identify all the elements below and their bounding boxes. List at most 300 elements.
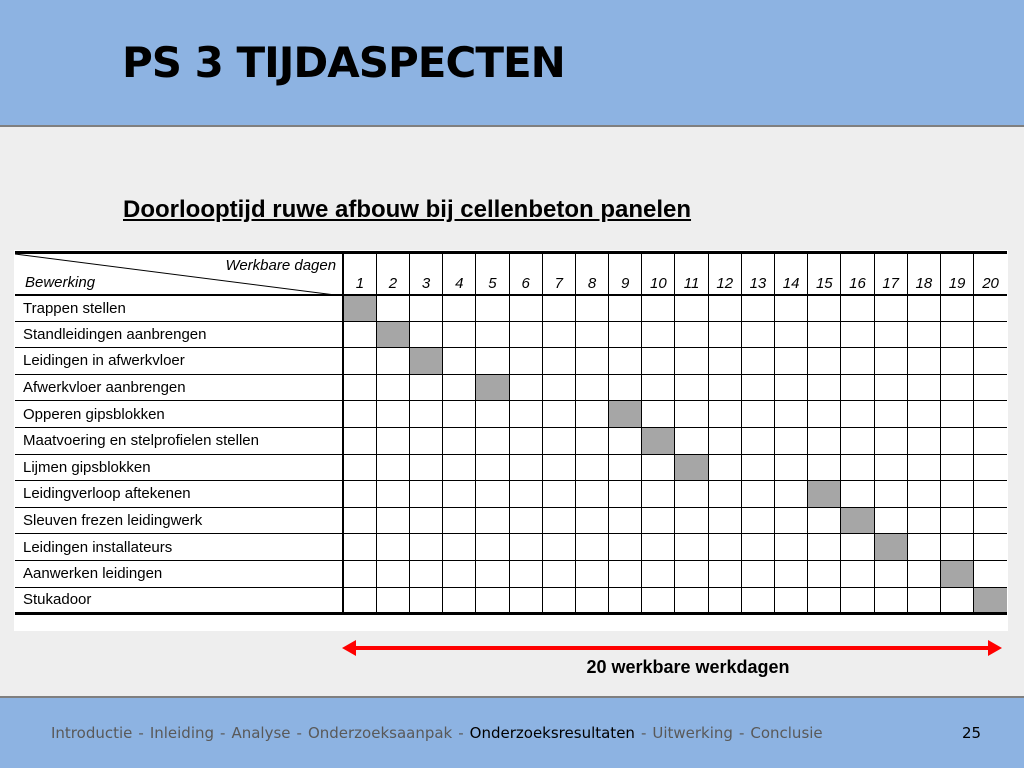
gantt-cell [675,560,708,587]
span-arrow [340,637,1006,659]
gantt-cell [575,401,608,428]
gantt-cell [443,587,476,614]
gantt-cell [808,348,841,375]
gantt-cell [575,587,608,614]
nav-item-uitwerking[interactable]: Uitwerking [652,724,733,742]
nav-separator: - [220,724,226,742]
gantt-bar [675,454,708,481]
task-name: Leidingverloop aftekenen [15,481,343,508]
gantt-cell [940,374,973,401]
gantt-cell [708,560,741,587]
gantt-cell [675,507,708,534]
task-name: Stukadoor [15,587,343,614]
nav-item-inleiding[interactable]: Inleiding [149,724,215,742]
task-name: Maatvoering en stelprofielen stellen [15,427,343,454]
gantt-cell [874,560,907,587]
gantt-cell [409,507,442,534]
gantt-cell [542,427,575,454]
gantt-cell [443,560,476,587]
gantt-cell [841,587,874,614]
gantt-cell [642,348,675,375]
gantt-cell [775,295,808,322]
gantt-cell [708,507,741,534]
gantt-cell [575,560,608,587]
gantt-cell [609,427,642,454]
gantt-cell [443,348,476,375]
gantt-cell [476,481,509,508]
gantt-bar [609,401,642,428]
gantt-cell [443,507,476,534]
task-row [15,560,1007,587]
gantt-cell [708,401,741,428]
gantt-cell [775,481,808,508]
gantt-cell [907,560,940,587]
gantt-cell [343,454,376,481]
footer-bar [0,696,1024,768]
gantt-cell [509,560,542,587]
task-row [15,401,1007,428]
task-name: Opperen gipsblokken [15,401,343,428]
gantt-cell [642,587,675,614]
gantt-cell [675,295,708,322]
gantt-cell [708,295,741,322]
day-header: 1 [343,253,376,295]
day-header: 8 [575,253,608,295]
nav-item-analyse[interactable]: Analyse [231,724,291,742]
gantt-cell [542,481,575,508]
task-row [15,481,1007,508]
task-name: Leidingen in afwerkvloer [15,348,343,375]
gantt-cell [940,348,973,375]
gantt-cell [907,401,940,428]
gantt-cell [609,374,642,401]
gantt-cell [343,321,376,348]
gantt-cell [476,348,509,375]
gantt-cell [708,374,741,401]
gantt-cell [542,454,575,481]
gantt-cell [409,587,442,614]
gantt-cell [874,321,907,348]
gantt-bar [874,534,907,561]
gantt-cell [940,534,973,561]
gantt-cell [808,427,841,454]
gantt-bar [409,348,442,375]
gantt-cell [609,348,642,375]
gantt-cell [741,507,774,534]
gantt-cell [974,507,1007,534]
gantt-cell [575,534,608,561]
gantt-cell [443,401,476,428]
day-header: 16 [841,253,874,295]
gantt-cell [609,295,642,322]
gantt-cell [609,587,642,614]
gantt-cell [409,427,442,454]
gantt-cell [708,348,741,375]
gantt-cell [940,427,973,454]
gantt-cell [409,481,442,508]
gantt-cell [443,534,476,561]
gantt-cell [542,321,575,348]
gantt-cell [907,507,940,534]
gantt-cell [874,374,907,401]
gantt-cell [376,295,409,322]
footer-navigation [51,724,823,742]
gantt-cell [708,481,741,508]
gantt-bar [940,560,973,587]
task-name: Aanwerken leidingen [15,560,343,587]
gantt-cell [609,321,642,348]
gantt-cell [509,321,542,348]
gantt-cell [575,321,608,348]
gantt-bar [808,481,841,508]
gantt-cell [542,401,575,428]
gantt-cell [775,507,808,534]
gantt-cell [940,587,973,614]
gantt-cell [940,401,973,428]
slide-subtitle: Doorlooptijd ruwe afbouw bij cellenbeton panelen [123,196,692,223]
gantt-chart [14,250,1008,631]
gantt-cell [940,507,973,534]
task-row [15,374,1007,401]
gantt-bar [476,374,509,401]
gantt-cell [575,507,608,534]
day-header: 15 [808,253,841,295]
gantt-cell [575,427,608,454]
gantt-cell [907,587,940,614]
gantt-cell [376,507,409,534]
gantt-cell [775,534,808,561]
arrow-head-left [342,640,356,656]
gantt-cell [409,374,442,401]
task-name: Sleuven frezen leidingwerk [15,507,343,534]
gantt-cell [741,374,774,401]
gantt-cell [376,427,409,454]
gantt-cell [476,427,509,454]
arrow-head-right [988,640,1002,656]
gantt-cell [642,321,675,348]
gantt-cell [376,481,409,508]
gantt-bar [642,427,675,454]
day-header: 6 [509,253,542,295]
nav-separator: - [296,724,302,742]
gantt-cell [642,401,675,428]
gantt-bar [343,295,376,322]
gantt-cell [907,348,940,375]
gantt-cell [741,427,774,454]
gantt-cell [741,560,774,587]
gantt-cell [775,374,808,401]
gantt-cell [708,427,741,454]
gantt-cell [609,481,642,508]
task-row [15,454,1007,481]
gantt-cell [642,374,675,401]
gantt-cell [642,560,675,587]
day-header: 18 [907,253,940,295]
gantt-cell [741,454,774,481]
gantt-cell [874,427,907,454]
gantt-cell [940,295,973,322]
gantt-cell [509,427,542,454]
gantt-cell [476,321,509,348]
gantt-cell [443,454,476,481]
gantt-cell [476,587,509,614]
gantt-cell [808,321,841,348]
gantt-cell [509,348,542,375]
gantt-header-row [15,253,1007,295]
gantt-cell [974,401,1007,428]
gantt-table [15,251,1007,615]
gantt-cell [642,454,675,481]
gantt-corner-header [15,253,343,295]
gantt-cell [376,560,409,587]
gantt-cell [874,295,907,322]
gantt-cell [509,401,542,428]
gantt-cell [376,454,409,481]
gantt-cell [974,454,1007,481]
task-name: Afwerkvloer aanbrengen [15,374,343,401]
gantt-cell [974,560,1007,587]
gantt-cell [741,348,774,375]
nav-separator: - [458,724,464,742]
gantt-cell [907,481,940,508]
nav-item-introductie[interactable]: Introductie [51,724,133,742]
gantt-cell [542,348,575,375]
day-header: 4 [443,253,476,295]
gantt-cell [841,481,874,508]
span-label-wrap [0,657,1024,678]
span-label: 20 werkbare werkdagen [586,657,790,677]
task-name: Trappen stellen [15,295,343,322]
gantt-cell [808,587,841,614]
gantt-cell [974,481,1007,508]
gantt-cell [409,454,442,481]
nav-separator: - [640,724,647,742]
gantt-cell [343,507,376,534]
gantt-cell [808,401,841,428]
gantt-cell [874,587,907,614]
gantt-cell [775,348,808,375]
gantt-cell [775,454,808,481]
page-number: 25 [962,724,982,742]
gantt-cell [443,321,476,348]
gantt-cell [940,321,973,348]
gantt-cell [708,454,741,481]
gantt-cell [642,295,675,322]
gantt-cell [675,401,708,428]
gantt-cell [409,321,442,348]
werkbare-dagen-label: Werkbare dagen [225,257,337,274]
task-name: Standleidingen aanbrengen [15,321,343,348]
task-row [15,507,1007,534]
gantt-cell [974,321,1007,348]
gantt-cell [376,534,409,561]
gantt-cell [409,560,442,587]
gantt-cell [575,348,608,375]
day-header: 13 [741,253,774,295]
gantt-cell [609,507,642,534]
day-header: 7 [542,253,575,295]
gantt-cell [675,321,708,348]
gantt-cell [575,481,608,508]
day-header: 9 [609,253,642,295]
gantt-cell [841,427,874,454]
day-header: 17 [874,253,907,295]
task-row [15,427,1007,454]
nav-separator: - [738,724,745,742]
gantt-bar [841,507,874,534]
task-row [15,534,1007,561]
gantt-cell [509,587,542,614]
gantt-cell [708,321,741,348]
gantt-cell [376,348,409,375]
gantt-cell [343,481,376,508]
task-name: Leidingen installateurs [15,534,343,561]
gantt-cell [642,481,675,508]
gantt-cell [808,534,841,561]
gantt-cell [409,295,442,322]
day-header: 14 [775,253,808,295]
gantt-cell [907,295,940,322]
gantt-cell [708,587,741,614]
gantt-cell [741,534,774,561]
nav-separator: - [138,724,144,742]
gantt-cell [476,401,509,428]
gantt-cell [476,560,509,587]
gantt-cell [542,587,575,614]
gantt-cell [343,401,376,428]
task-row [15,587,1007,614]
gantt-cell [443,374,476,401]
gantt-cell [609,454,642,481]
gantt-cell [542,295,575,322]
gantt-cell [343,348,376,375]
day-header: 10 [642,253,675,295]
day-header: 2 [376,253,409,295]
gantt-cell [642,534,675,561]
gantt-cell [808,507,841,534]
gantt-cell [940,481,973,508]
gantt-cell [808,374,841,401]
gantt-cell [675,427,708,454]
gantt-cell [741,481,774,508]
gantt-cell [542,560,575,587]
gantt-cell [642,507,675,534]
gantt-cell [775,560,808,587]
slide-title: PS 3 TIJDASPECTEN [122,38,565,87]
gantt-cell [509,534,542,561]
gantt-cell [907,374,940,401]
gantt-cell [775,427,808,454]
gantt-cell [775,401,808,428]
gantt-cell [841,560,874,587]
gantt-cell [343,587,376,614]
gantt-cell [343,427,376,454]
gantt-cell [741,321,774,348]
gantt-cell [409,534,442,561]
gantt-cell [376,587,409,614]
gantt-cell [708,534,741,561]
gantt-cell [907,454,940,481]
gantt-cell [376,401,409,428]
task-name: Lijmen gipsblokken [15,454,343,481]
gantt-cell [974,427,1007,454]
nav-item-conclusie[interactable]: Conclusie [750,724,823,742]
task-row [15,295,1007,322]
gantt-cell [443,295,476,322]
gantt-cell [343,560,376,587]
task-row [15,348,1007,375]
title-bar [0,0,1024,127]
gantt-cell [675,534,708,561]
gantt-cell [575,374,608,401]
gantt-bar [974,587,1007,614]
gantt-cell [443,427,476,454]
gantt-cell [343,374,376,401]
gantt-cell [874,481,907,508]
gantt-cell [509,507,542,534]
gantt-cell [542,507,575,534]
gantt-cell [509,374,542,401]
gantt-cell [609,534,642,561]
gantt-cell [940,454,973,481]
gantt-cell [741,295,774,322]
gantt-cell [741,401,774,428]
gantt-cell [974,374,1007,401]
day-header: 12 [708,253,741,295]
gantt-cell [841,348,874,375]
gantt-cell [841,454,874,481]
gantt-cell [974,534,1007,561]
gantt-cell [376,374,409,401]
gantt-cell [476,295,509,322]
gantt-cell [476,534,509,561]
gantt-cell [675,374,708,401]
gantt-cell [775,321,808,348]
gantt-cell [874,454,907,481]
gantt-cell [575,295,608,322]
gantt-cell [675,587,708,614]
nav-item-onderzoeksresultaten[interactable]: Onderzoeksresultaten [469,724,635,742]
gantt-cell [609,560,642,587]
bewerking-label: Bewerking [25,273,96,291]
gantt-cell [509,454,542,481]
gantt-cell [509,295,542,322]
gantt-bar [376,321,409,348]
gantt-cell [542,374,575,401]
gantt-cell [907,321,940,348]
gantt-cell [808,454,841,481]
gantt-cell [907,534,940,561]
gantt-cell [907,427,940,454]
gantt-cell [841,295,874,322]
gantt-cell [841,374,874,401]
gantt-cell [841,534,874,561]
gantt-cell [575,454,608,481]
gantt-cell [841,401,874,428]
gantt-cell [476,454,509,481]
gantt-cell [409,401,442,428]
nav-item-onderzoeksaanpak[interactable]: Onderzoeksaanpak [307,724,453,742]
day-header: 19 [940,253,973,295]
gantt-cell [476,507,509,534]
gantt-cell [775,587,808,614]
gantt-cell [874,348,907,375]
gantt-cell [808,295,841,322]
gantt-cell [808,560,841,587]
gantt-cell [675,348,708,375]
task-row [15,321,1007,348]
gantt-cell [874,507,907,534]
